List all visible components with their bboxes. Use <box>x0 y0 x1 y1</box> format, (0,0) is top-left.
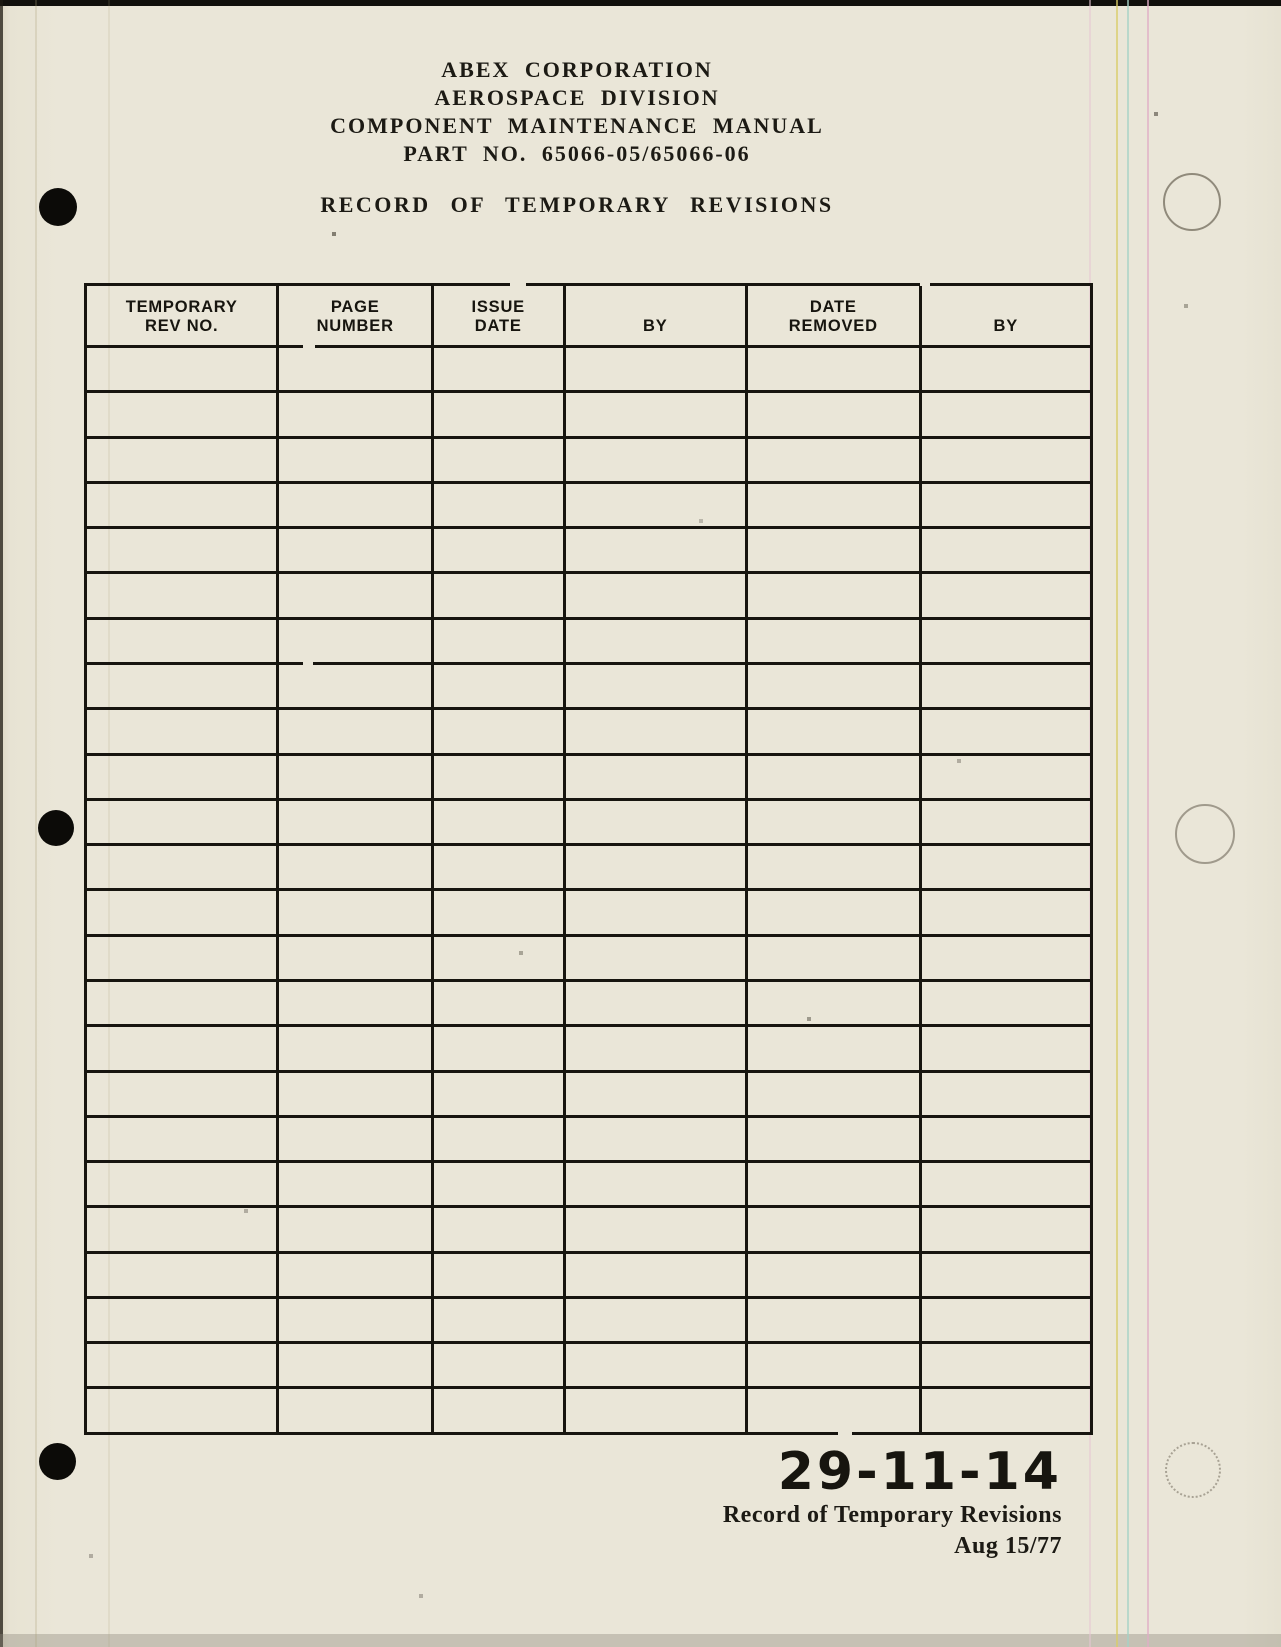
table-cell <box>278 890 433 935</box>
table-cell <box>86 1071 278 1116</box>
table-cell <box>432 1162 564 1207</box>
table-cell <box>86 935 278 980</box>
table-cell <box>747 1071 921 1116</box>
column-header-by-3: BY <box>564 285 746 347</box>
table-cell <box>278 618 433 663</box>
scan-left-edge <box>0 0 3 1647</box>
table-cell <box>564 935 746 980</box>
table-row <box>86 618 1092 663</box>
table-cell <box>86 528 278 573</box>
table-cell <box>432 799 564 844</box>
column-header-issue-date-2: ISSUE DATE <box>432 285 564 347</box>
table-cell <box>564 1388 746 1434</box>
table-row <box>86 437 1092 482</box>
table-cell <box>278 573 433 618</box>
table-cell <box>564 618 746 663</box>
table-cell <box>86 1252 278 1297</box>
table-cell <box>564 1343 746 1388</box>
table-cell <box>920 528 1091 573</box>
table-cell <box>86 392 278 437</box>
table-cell <box>747 1343 921 1388</box>
table-cell <box>432 1388 564 1434</box>
table-cell <box>564 482 746 527</box>
table-row <box>86 890 1092 935</box>
scan-color-line-yellow <box>1116 0 1118 1647</box>
punch-guide-circle-bottom <box>1165 1442 1221 1498</box>
table-cell <box>278 1207 433 1252</box>
table-cell <box>747 890 921 935</box>
table-cell <box>86 845 278 890</box>
table-cell <box>278 392 433 437</box>
column-header-page-number-1: PAGE NUMBER <box>278 285 433 347</box>
table-cell <box>278 663 433 708</box>
table-cell <box>747 1252 921 1297</box>
table-cell <box>564 980 746 1025</box>
table-cell <box>564 528 746 573</box>
table-cell <box>86 754 278 799</box>
table-cell <box>564 1207 746 1252</box>
hole-punch-dot-bottom <box>39 1443 76 1480</box>
table-cell <box>564 437 746 482</box>
paper-speckles <box>0 0 2 2</box>
table-cell <box>564 845 746 890</box>
table-cell <box>920 1207 1091 1252</box>
paper-crease-line <box>35 0 37 1647</box>
table-cell <box>86 1116 278 1161</box>
table-cell <box>432 1207 564 1252</box>
table-cell <box>432 573 564 618</box>
table-cell <box>86 573 278 618</box>
table-cell <box>564 1071 746 1116</box>
table-row <box>86 663 1092 708</box>
scan-color-line-pink <box>1147 0 1149 1647</box>
header-company-line: ABEX CORPORATION <box>441 57 713 82</box>
table-cell <box>747 1388 921 1434</box>
table-cell <box>432 1343 564 1388</box>
table-cell <box>920 347 1091 392</box>
table-row <box>86 1116 1092 1161</box>
table-cell <box>747 754 921 799</box>
table-row <box>86 1207 1092 1252</box>
table-row <box>86 1297 1092 1342</box>
table-cell <box>432 663 564 708</box>
table-cell <box>920 935 1091 980</box>
table-cell <box>86 1388 278 1434</box>
table-cell <box>747 528 921 573</box>
table-cell <box>920 1162 1091 1207</box>
table-cell <box>747 347 921 392</box>
table-header-row <box>86 285 1092 347</box>
table-cell <box>278 799 433 844</box>
table-cell <box>747 845 921 890</box>
document-header <box>0 56 1154 168</box>
table-cell <box>278 1297 433 1342</box>
table-cell <box>86 347 278 392</box>
table-cell <box>747 935 921 980</box>
table-cell <box>278 482 433 527</box>
table-cell <box>564 663 746 708</box>
table-cell <box>86 890 278 935</box>
table-cell <box>920 1297 1091 1342</box>
table-cell <box>432 935 564 980</box>
header-manual-line: COMPONENT MAINTENANCE MANUAL <box>330 113 824 138</box>
table-cell <box>278 1071 433 1116</box>
temporary-revisions-table <box>84 283 1093 1435</box>
table-row <box>86 1343 1092 1388</box>
table-cell <box>432 1026 564 1071</box>
table-cell <box>278 935 433 980</box>
table-cell <box>432 347 564 392</box>
table-cell <box>920 663 1091 708</box>
hole-punch-dot-middle <box>38 810 74 846</box>
table-row <box>86 573 1092 618</box>
table-cell <box>86 1162 278 1207</box>
table-cell <box>747 1026 921 1071</box>
table-cell <box>747 482 921 527</box>
table-cell <box>747 573 921 618</box>
table-cell <box>278 1162 433 1207</box>
scan-line-gap <box>600 1307 612 1311</box>
table-cell <box>86 1026 278 1071</box>
table-row <box>86 1388 1092 1434</box>
ata-chapter-number: 29-11-14 <box>777 1442 1062 1502</box>
table-cell <box>432 392 564 437</box>
table-cell <box>920 1343 1091 1388</box>
punch-guide-circle-middle <box>1175 804 1235 864</box>
page-footer <box>723 1444 1062 1562</box>
table-cell <box>920 1071 1091 1116</box>
table-cell <box>86 618 278 663</box>
table-cell <box>432 890 564 935</box>
table-cell <box>278 1252 433 1297</box>
column-header-date-removed-4: DATE REMOVED <box>747 285 921 347</box>
table-cell <box>86 709 278 754</box>
page-title: RECORD OF TEMPORARY REVISIONS <box>320 192 834 217</box>
table-cell <box>432 482 564 527</box>
table-row <box>86 980 1092 1025</box>
scan-line-gap <box>303 662 313 666</box>
table-cell <box>432 1252 564 1297</box>
table-cell <box>564 890 746 935</box>
scan-color-line-cyan <box>1127 0 1129 1647</box>
table-cell <box>747 392 921 437</box>
table-cell <box>86 437 278 482</box>
table-cell <box>920 392 1091 437</box>
table-cell <box>432 754 564 799</box>
table-cell <box>920 1252 1091 1297</box>
table-cell <box>920 437 1091 482</box>
table-cell <box>86 482 278 527</box>
table-row <box>86 1026 1092 1071</box>
table-cell <box>432 709 564 754</box>
table-cell <box>920 980 1091 1025</box>
scan-line-gap <box>303 344 315 348</box>
table-cell <box>278 709 433 754</box>
table-cell <box>86 663 278 708</box>
table-cell <box>278 845 433 890</box>
column-header-temporary-rev-no--0: TEMPORARY REV NO. <box>86 285 278 347</box>
table-cell <box>278 980 433 1025</box>
column-header-by-5: BY <box>920 285 1091 347</box>
table-cell <box>86 980 278 1025</box>
table-cell <box>86 1343 278 1388</box>
table-cell <box>564 573 746 618</box>
table-cell <box>747 618 921 663</box>
table-cell <box>432 980 564 1025</box>
table-cell <box>920 890 1091 935</box>
scan-line-gap <box>838 1432 852 1436</box>
table-row <box>86 935 1092 980</box>
table-row <box>86 709 1092 754</box>
table-cell <box>564 347 746 392</box>
scan-line-gap <box>303 1351 313 1355</box>
table-row <box>86 845 1092 890</box>
table-cell <box>564 799 746 844</box>
table-cell <box>564 1116 746 1161</box>
table-cell <box>920 573 1091 618</box>
table-cell <box>920 1388 1091 1434</box>
table-cell <box>564 709 746 754</box>
table-cell <box>920 1026 1091 1071</box>
table-cell <box>747 1207 921 1252</box>
table-row <box>86 1162 1092 1207</box>
table-row <box>86 754 1092 799</box>
table-cell <box>86 799 278 844</box>
table-cell <box>920 482 1091 527</box>
table-cell <box>278 1388 433 1434</box>
table-cell <box>747 663 921 708</box>
table-cell <box>920 799 1091 844</box>
table-cell <box>432 437 564 482</box>
table-row <box>86 347 1092 392</box>
table-cell <box>432 1116 564 1161</box>
table-cell <box>920 845 1091 890</box>
table-cell <box>747 980 921 1025</box>
table-cell <box>564 754 746 799</box>
table-row <box>86 392 1092 437</box>
table-cell <box>432 528 564 573</box>
table-cell <box>747 709 921 754</box>
scan-line-gap <box>510 282 526 286</box>
footer-page-title: Record of Temporary Revisions <box>722 1502 1062 1528</box>
punch-guide-circle-top <box>1163 173 1221 231</box>
table-cell <box>564 1297 746 1342</box>
table-row <box>86 1071 1092 1116</box>
table-cell <box>278 528 433 573</box>
table-cell <box>564 1252 746 1297</box>
table-cell <box>920 1116 1091 1161</box>
header-part-number-line: PART NO. 65066-05/65066-06 <box>403 141 751 166</box>
table-cell <box>278 754 433 799</box>
scan-line-gap <box>920 282 930 286</box>
footer-issue-date: Aug 15/77 <box>954 1533 1062 1559</box>
table-cell <box>432 1297 564 1342</box>
header-division-line: AEROSPACE DIVISION <box>434 85 720 110</box>
table-cell <box>432 1071 564 1116</box>
table-row <box>86 799 1092 844</box>
table-row <box>86 1252 1092 1297</box>
table-cell <box>278 1116 433 1161</box>
table-cell <box>920 709 1091 754</box>
table-cell <box>278 1343 433 1388</box>
table-cell <box>564 1162 746 1207</box>
table-cell <box>86 1297 278 1342</box>
table-cell <box>747 799 921 844</box>
table-cell <box>278 347 433 392</box>
table-cell <box>278 437 433 482</box>
table-cell <box>920 618 1091 663</box>
table-cell <box>747 1162 921 1207</box>
table-cell <box>432 845 564 890</box>
table-cell <box>432 618 564 663</box>
table-row <box>86 482 1092 527</box>
table-cell <box>564 1026 746 1071</box>
table-cell <box>920 754 1091 799</box>
table-cell <box>278 1026 433 1071</box>
table-cell <box>747 437 921 482</box>
table-cell <box>564 392 746 437</box>
table-row <box>86 528 1092 573</box>
table-cell <box>747 1116 921 1161</box>
table-cell <box>747 1297 921 1342</box>
table-cell <box>86 1207 278 1252</box>
